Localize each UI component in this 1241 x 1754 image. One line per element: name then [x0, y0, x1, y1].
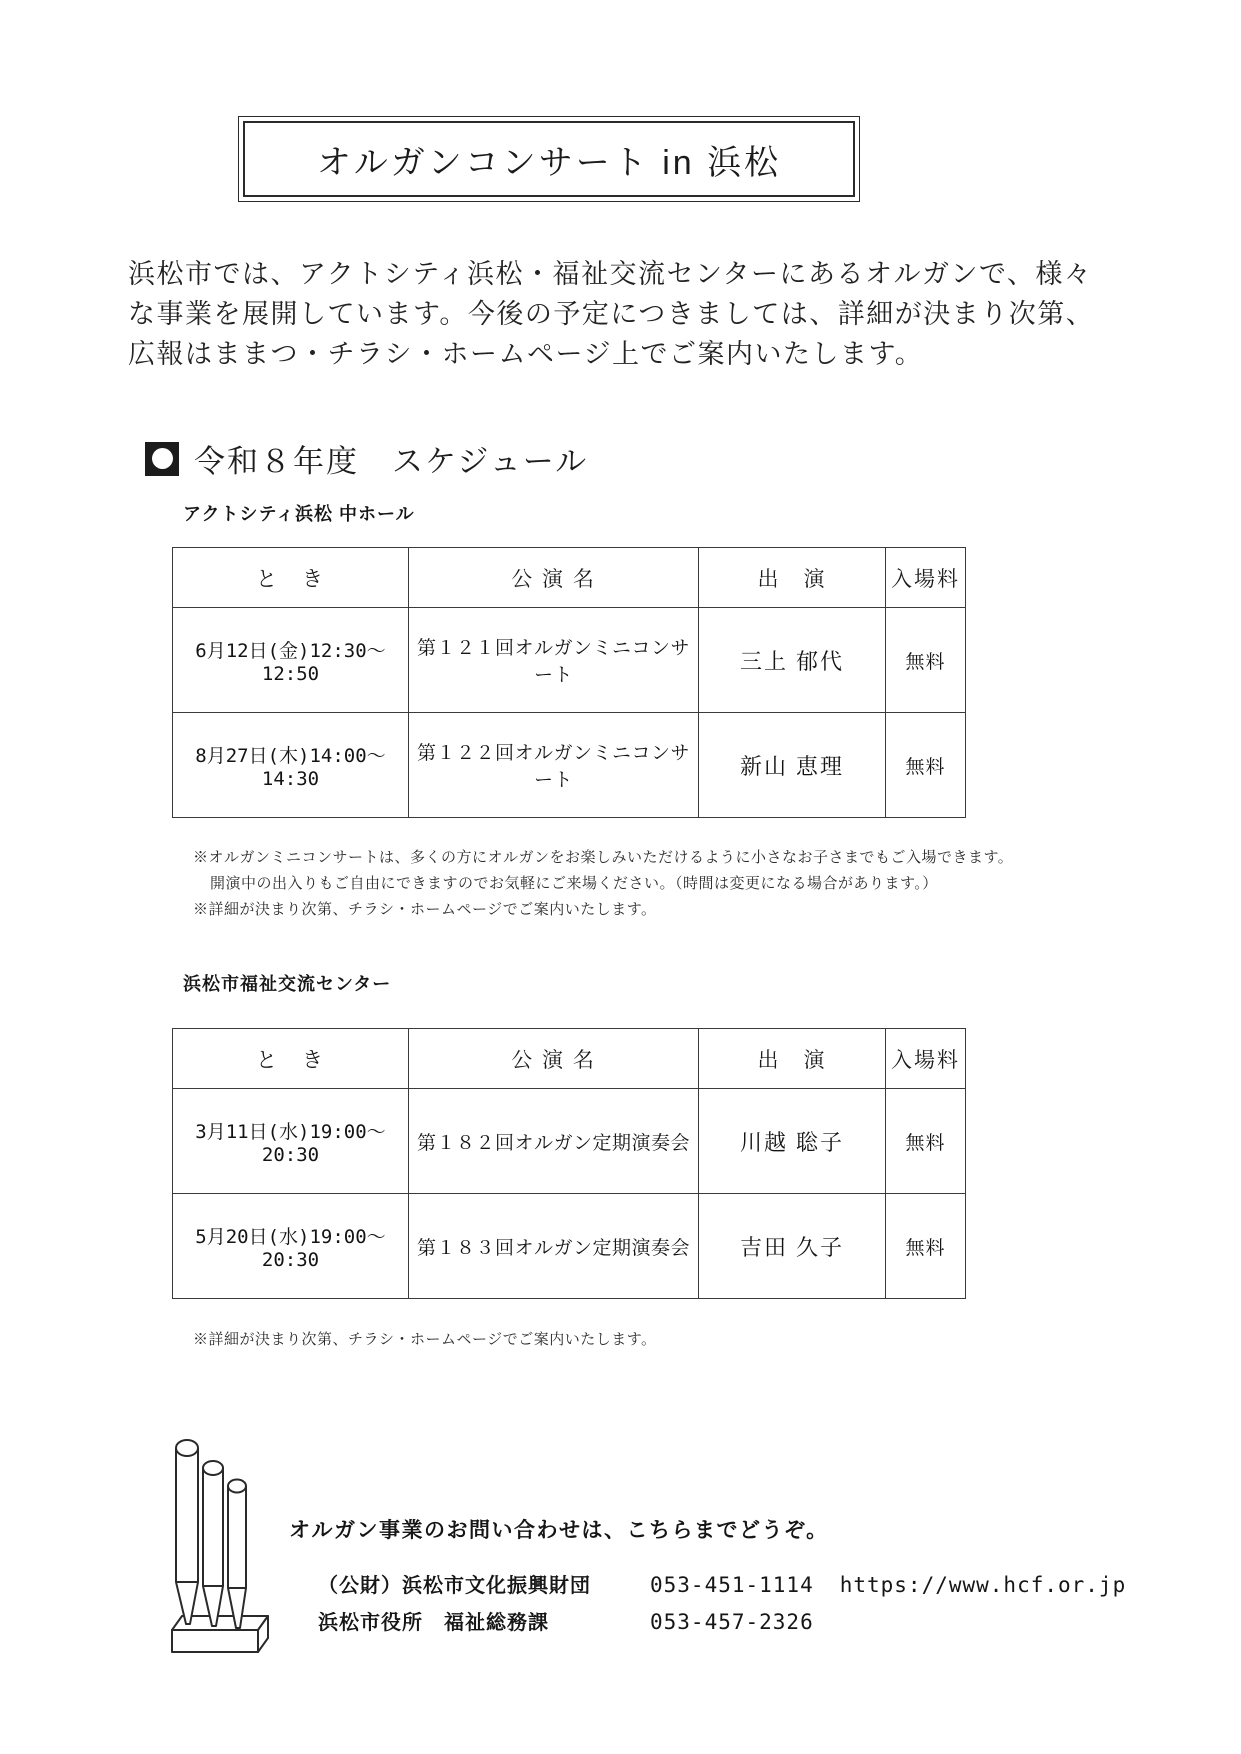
page-title: オルガンコンサート in 浜松: [316, 143, 782, 182]
cell-title: 第１８３回オルガン定期演奏会: [409, 1194, 699, 1299]
contact-phone-number: 053-457-2326: [650, 1610, 814, 1634]
venue-2-notes: [193, 1327, 657, 1353]
footer-contact-line: [318, 1606, 814, 1635]
column-header-title: 公 演 名: [409, 548, 699, 608]
cell-performer: 川越 聡子: [699, 1089, 886, 1194]
column-header-time: と き: [173, 1029, 409, 1089]
cell-time: 6月12日(金)12:30～12:50: [173, 608, 409, 713]
note-line: ※詳細が決まり次第、チラシ・ホームページでご案内いたします。: [193, 1331, 657, 1348]
column-header-fee: 入場料: [886, 1029, 966, 1089]
schedule-table-act-city: [172, 547, 966, 818]
title-box: [238, 116, 860, 202]
venue-1-heading: アクトシティ浜松 中ホール: [183, 504, 415, 524]
contact-org-name: （公財）浜松市文化振興財団: [318, 1575, 591, 1597]
contact-phone-number: 053-451-1114: [650, 1573, 814, 1597]
column-header-title: 公 演 名: [409, 1029, 699, 1089]
footer-contact-heading: オルガン事業のお問い合わせは、こちらまでどうぞ。: [289, 1519, 829, 1542]
contact-org-name: 浜松市役所 福祉総務課: [318, 1612, 549, 1634]
bullet-circle-shape: [152, 448, 173, 469]
venue-1-notes: [193, 845, 1013, 923]
contact-website-url: https://www.hcf.or.jp: [839, 1573, 1127, 1597]
footer-contact-line: [318, 1569, 1126, 1598]
table-row: [173, 1194, 966, 1299]
table-header-row: [173, 548, 966, 608]
table-row: [173, 608, 966, 713]
cell-time: 8月27日(木)14:00～14:30: [173, 713, 409, 818]
cell-time: 3月11日(水)19:00～20:30: [173, 1089, 409, 1194]
table-row: [173, 1089, 966, 1194]
cell-fee: 無料: [886, 1089, 966, 1194]
cell-fee: 無料: [886, 713, 966, 818]
cell-fee: 無料: [886, 608, 966, 713]
intro-line: な事業を展開しています。今後の予定につきましては、詳細が決まり次第、: [128, 299, 1095, 329]
organ-pipes-illustration: [158, 1434, 278, 1666]
table-row: [173, 713, 966, 818]
cell-title: 第１２１回オルガンミニコンサート: [409, 608, 699, 713]
cell-title: 第１８２回オルガン定期演奏会: [409, 1089, 699, 1194]
schedule-section-header: [145, 436, 588, 481]
cell-time: 5月20日(水)19:00～20:30: [173, 1194, 409, 1299]
intro-paragraph: [128, 254, 1128, 374]
note-line: ※詳細が決まり次第、チラシ・ホームページでご案内いたします。: [193, 901, 657, 918]
note-line: 開演中の出入りもご自由にできますのでお気軽にご来場ください。（時間は変更になる場合があります。）: [210, 875, 938, 892]
title-box-inner-border: [243, 121, 855, 197]
column-header-fee: 入場料: [886, 548, 966, 608]
section-bullet-icon: [145, 442, 179, 476]
note-line: ※オルガンミニコンサートは、多くの方にオルガンをお楽しみいただけるように小さなお子さまでもご入場できます。: [193, 849, 1014, 866]
column-header-performer: 出 演: [699, 548, 886, 608]
cell-performer: 三上 郁代: [699, 608, 886, 713]
cell-performer: 吉田 久子: [699, 1194, 886, 1299]
column-header-performer: 出 演: [699, 1029, 886, 1089]
intro-line: 広報はままつ・チラシ・ホームページ上でご案内いたします。: [128, 339, 924, 369]
cell-performer: 新山 恵理: [699, 713, 886, 818]
cell-title: 第１２２回オルガンミニコンサート: [409, 713, 699, 818]
intro-line: 浜松市では、アクトシティ浜松・福祉交流センターにあるオルガンで、様々: [128, 259, 1093, 289]
venue-2-heading: 浜松市福祉交流センター: [183, 974, 392, 994]
cell-fee: 無料: [886, 1194, 966, 1299]
section-heading: 令和８年度 スケジュール: [194, 444, 589, 479]
column-header-time: と き: [173, 548, 409, 608]
table-header-row: [173, 1029, 966, 1089]
schedule-table-welfare-center: [172, 1028, 966, 1299]
